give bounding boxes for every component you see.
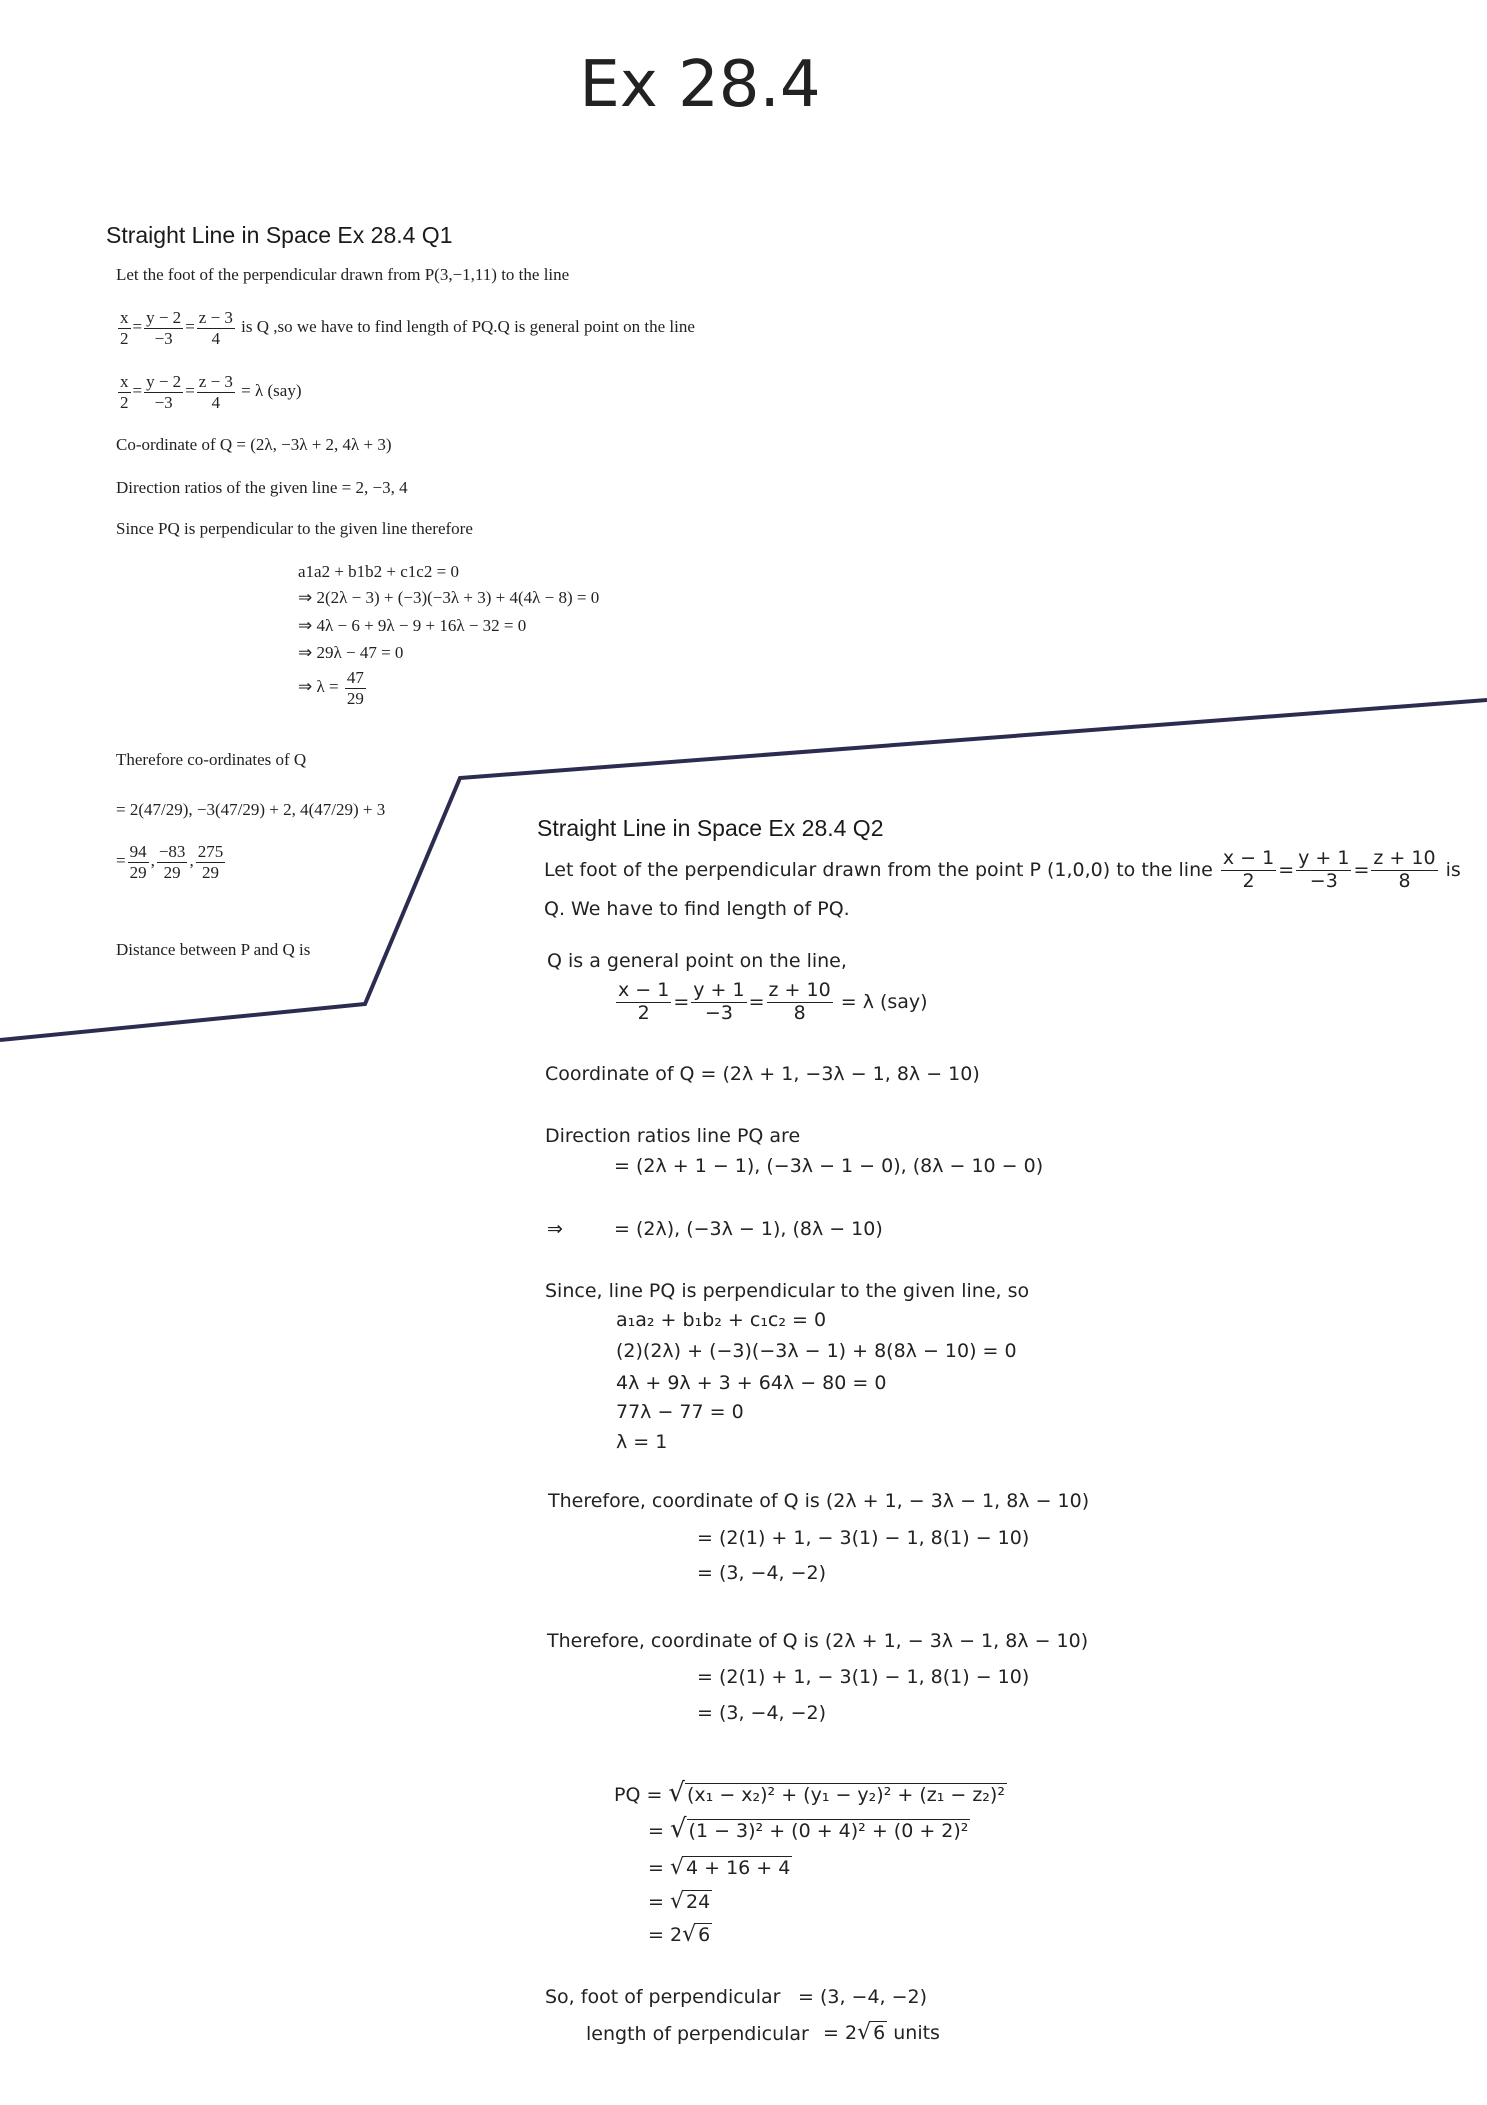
q1-line2: $\frac{x}{2}$ = $\frac{y - 2}{-3}$ = $\frac{z - 3}{4}$ is Q ,so we have to find length of PQ.Q is general point on the line — [120, 308, 695, 348]
q2-pq-line4: = √ 24 — [648, 1889, 711, 1914]
q2-implies-arrow: ⇒ — [547, 1218, 563, 1240]
q2-frac-z-2: $\frac{z + 10}{8}$ — [768, 979, 831, 1024]
q1-line3: $\frac{x}{2}$ = $\frac{y - 2}{-3}$ = $\frac{z - 3}{4}$ = λ (say) — [120, 372, 302, 412]
q2-so-value: = (3, −4, −2) — [798, 1986, 928, 2008]
q2-heading: Straight Line in Space Ex 28.4 Q2 — [537, 815, 884, 841]
q1-lambda-frac: $\frac{47}{29}$ — [346, 668, 364, 708]
q1-coord-frac-3: $\frac{275}{29}$ — [197, 842, 224, 882]
q2-therefore-1b: = (2(1) + 1, − 3(1) − 1, 8(1) − 10) — [697, 1527, 1030, 1549]
q2-intro-line2: Q. We have to find length of PQ. — [544, 898, 850, 920]
q2-pq-line5: = 2√ 6 — [648, 1922, 711, 1947]
q2-frac-x: $\frac{x - 1}{2}$ — [1222, 847, 1275, 892]
q1-frac-y: $\frac{y - 2}{-3}$ — [146, 308, 182, 348]
q1-coords-expr: = 2(47/29), −3(47/29) + 2, 4(47/29) + 3 — [116, 800, 386, 819]
q1-coord: Co-ordinate of Q = (2λ, −3λ + 2, 4λ + 3) — [116, 435, 392, 454]
q1-frac-z-2: $\frac{z - 3}{4}$ — [198, 372, 233, 412]
q1-eq4: ⇒ 29λ − 47 = 0 — [298, 643, 404, 662]
q2-therefore-1: Therefore, coordinate of Q is (2λ + 1, − 3λ − 1, 8λ − 10) — [548, 1490, 1090, 1512]
q2-s4: 77λ − 77 = 0 — [616, 1401, 744, 1423]
q1-therefore: Therefore co-ordinates of Q — [116, 750, 307, 769]
q1-frac-x-2: $\frac{x}{2}$ — [120, 372, 129, 412]
page-title: Ex 28.4 — [579, 48, 821, 122]
q2-frac-y-2: $\frac{y + 1}{-3}$ — [693, 979, 745, 1024]
q2-frac-x-2: $\frac{x - 1}{2}$ — [618, 979, 670, 1024]
q1-line1: Let the foot of the perpendicular drawn from P(3,−1,11) to the line — [116, 265, 570, 284]
q2-since: Since, line PQ is perpendicular to the given line, so — [545, 1280, 1030, 1302]
q1-eq5: ⇒ λ = $\frac{47}{29}$ — [298, 668, 364, 708]
q2-frac-z: $\frac{z + 10}{8}$ — [1373, 847, 1436, 892]
q2-frac-y: $\frac{y + 1}{-3}$ — [1298, 847, 1350, 892]
q2-pq-line2: = √ (1 − 3)² + (0 + 4)² + (0 + 2)² — [648, 1814, 969, 1844]
q2-dr-label: Direction ratios line PQ are — [545, 1125, 801, 1147]
q2-pq-line1: PQ = √ (x₁ − x₂)² + (y₁ − y₂)² + (z₁ − z₂)² — [614, 1778, 1005, 1808]
q2-general: Q is a general point on the line, — [547, 950, 847, 972]
q2-s5: λ = 1 — [616, 1431, 668, 1453]
q2-s2: (2)(2λ) + (−3)(−3λ − 1) + 8(8λ − 10) = 0 — [616, 1340, 1017, 1362]
q2-length-label: length of perpendicular — [586, 2023, 809, 2045]
q1-coord-frac-2: $\frac{-83}{29}$ — [158, 842, 186, 882]
q2-general-eq: $\frac{x - 1}{2}$ = $\frac{y + 1}{-3}$ = $\frac{z + 10}{8}$ = λ (say) — [618, 979, 928, 1024]
q2-therefore-2b: = (2(1) + 1, − 3(1) − 1, 8(1) − 10) — [697, 1666, 1030, 1688]
q2-therefore-2c: = (3, −4, −2) — [697, 1702, 827, 1724]
q2-dr-line1: = (2λ + 1 − 1), (−3λ − 1 − 0), (8λ − 10 − 0) — [614, 1155, 1044, 1177]
q2-intro-line1: Let foot of the perpendicular drawn from the point P (1,0,0) to the line $\frac{x - 1}{2}$ = $\frac{y + 1}{-3}$ = $\frac{z + 10}{8}$ is — [544, 847, 1461, 892]
q2-dr-line2: = (2λ), (−3λ − 1), (8λ − 10) — [614, 1218, 883, 1240]
q1-eq1: a1a2 + b1b2 + c1c2 = 0 — [298, 562, 459, 581]
q1-heading: Straight Line in Space Ex 28.4 Q1 — [106, 222, 453, 248]
q1-frac-z: $\frac{z - 3}{4}$ — [198, 308, 233, 348]
q2-s3: 4λ + 9λ + 3 + 64λ − 80 = 0 — [616, 1372, 887, 1394]
q1-eq2: ⇒ 2(2λ − 3) + (−3)(−3λ + 3) + 4(4λ − 8) = 0 — [298, 588, 600, 607]
q1-since: Since PQ is perpendicular to the given line therefore — [116, 519, 473, 538]
q2-therefore-2: Therefore, coordinate of Q is (2λ + 1, − 3λ − 1, 8λ − 10) — [547, 1630, 1089, 1652]
q1-frac-y-2: $\frac{y - 2}{-3}$ — [146, 372, 182, 412]
q2-so-label: So, foot of perpendicular — [545, 1986, 781, 2008]
q1-coord-frac-1: $\frac{94}{29}$ — [129, 842, 147, 882]
q1-direction-ratios: Direction ratios of the given line = 2, −3, 4 — [116, 478, 408, 497]
q1-frac-x: $\frac{x}{2}$ — [120, 308, 129, 348]
q1-coords-result: = $\frac{94}{29}$ , $\frac{-83}{29}$ , $\frac{275}{29}$ — [116, 842, 224, 882]
q2-coordinate-q: Coordinate of Q = (2λ + 1, −3λ − 1, 8λ − 10) — [545, 1063, 980, 1085]
q2-s1: a₁a₂ + b₁b₂ + c₁c₂ = 0 — [616, 1309, 827, 1331]
q2-length-value: = 2√ 6 units — [823, 2020, 940, 2045]
q1-eq3: ⇒ 4λ − 6 + 9λ − 9 + 16λ − 32 = 0 — [298, 616, 527, 635]
q2-therefore-1c: = (3, −4, −2) — [697, 1562, 827, 1584]
q1-distance: Distance between P and Q is — [116, 940, 311, 959]
q2-pq-line3: = √ 4 + 16 + 4 — [648, 1855, 791, 1880]
